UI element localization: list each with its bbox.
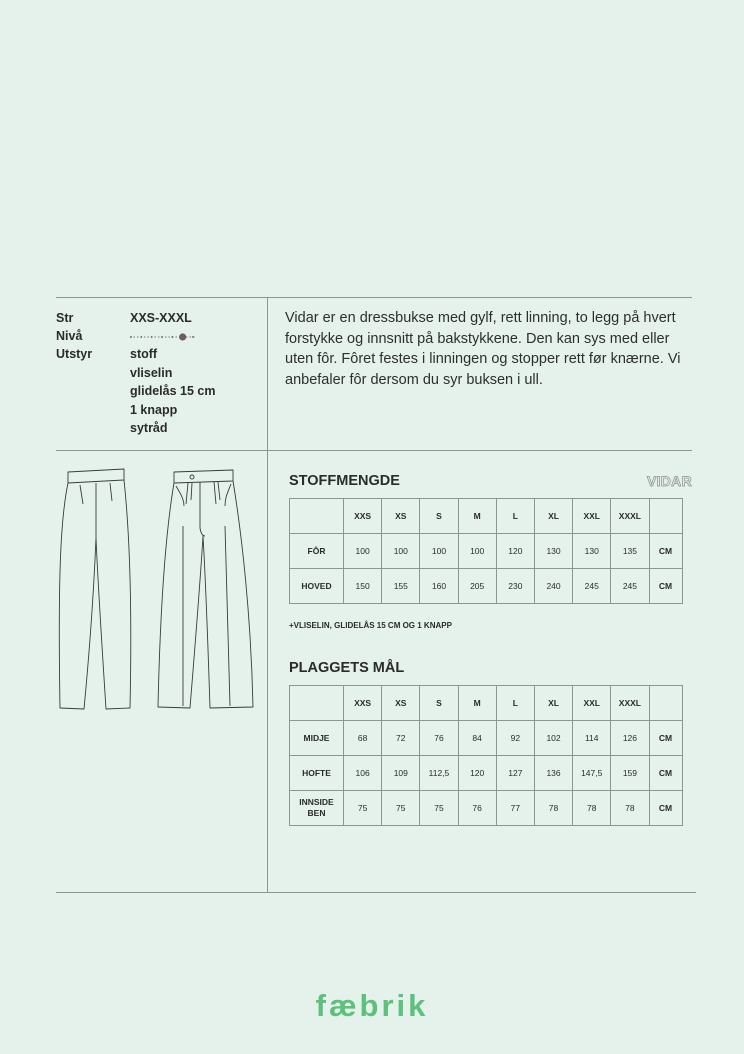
table-cell: 150 — [344, 569, 382, 604]
table-cell: 77 — [496, 791, 534, 826]
table-cell: 130 — [573, 534, 611, 569]
table-cell: 100 — [420, 534, 458, 569]
table-corner — [290, 686, 344, 721]
trousers-technical-drawing — [50, 466, 260, 716]
size-header: XL — [534, 499, 572, 534]
table-cell: 240 — [534, 569, 572, 604]
table-cell: 100 — [344, 534, 382, 569]
equipment-item: glidelås 15 cm — [130, 384, 216, 398]
table-cell: 75 — [420, 791, 458, 826]
unit-cell: CM — [649, 569, 682, 604]
table-row — [290, 534, 683, 569]
table-header-row — [290, 686, 683, 721]
difficulty-marker — [179, 333, 186, 340]
size-header: XXS — [344, 499, 382, 534]
table-cell: 102 — [534, 721, 572, 756]
brand-logo: fæbrik — [315, 988, 429, 1023]
size-header: S — [420, 686, 458, 721]
table-cell: 68 — [344, 721, 382, 756]
table-cell: 72 — [382, 721, 420, 756]
size-header: XXXL — [611, 686, 649, 721]
size-header: XL — [534, 686, 572, 721]
table-cell: 127 — [496, 756, 534, 791]
size-header: XXS — [344, 686, 382, 721]
row-label: INNSIDE BEN — [290, 791, 344, 826]
top-rule — [56, 297, 692, 298]
size-header: XS — [382, 686, 420, 721]
table-cell: 136 — [534, 756, 572, 791]
table-cell: 159 — [611, 756, 649, 791]
unit-cell: CM — [649, 791, 682, 826]
unit-header — [649, 499, 682, 534]
table-row — [290, 756, 683, 791]
size-header: L — [496, 499, 534, 534]
size-header: L — [496, 686, 534, 721]
measurements-section-title: PLAGGETS MÅL — [289, 660, 405, 676]
table-cell: 120 — [458, 756, 496, 791]
size-header: M — [458, 499, 496, 534]
table-cell: 100 — [382, 534, 420, 569]
fabric-note: +VLISELIN, GLIDELÅS 15 CM OG 1 KNAPP — [289, 621, 452, 630]
size-label: Str — [56, 311, 74, 325]
difficulty-step — [192, 336, 194, 338]
measurements-table — [289, 685, 683, 826]
equipment-item: sytråd — [130, 421, 168, 435]
trousers-front-view — [158, 470, 253, 708]
table-cell: 78 — [573, 791, 611, 826]
table-cell: 78 — [611, 791, 649, 826]
fabric-section-title: STOFFMENGDE — [289, 473, 400, 489]
fabric-table — [289, 498, 683, 604]
table-row — [290, 721, 683, 756]
difficulty-step — [140, 336, 142, 338]
equipment-item: 1 knapp — [130, 403, 178, 417]
equipment-item: vliselin — [130, 366, 173, 380]
pattern-description: Vidar er en dressbukse med gylf, rett linning, to legg på hvert forstykke og innsnitt på bakstykkene. Den kan sys med eller uten fôr. Fôret festes i linningen og stopper rett før knærne. Vi anbefaler fôr dersom du syr buksen i ull. — [285, 310, 681, 388]
difficulty-step — [161, 336, 163, 338]
table-cell: 155 — [382, 569, 420, 604]
table-row — [290, 791, 683, 826]
table-cell: 112,5 — [420, 756, 458, 791]
equipment-item: stoff — [130, 347, 158, 361]
table-cell: 147,5 — [573, 756, 611, 791]
table-header-row — [290, 499, 683, 534]
unit-cell: CM — [649, 756, 682, 791]
table-corner — [290, 499, 344, 534]
level-label: Nivå — [56, 329, 83, 343]
table-cell: 100 — [458, 534, 496, 569]
size-header: XXL — [573, 686, 611, 721]
table-cell: 230 — [496, 569, 534, 604]
table-cell: 120 — [496, 534, 534, 569]
trousers-back-view — [59, 469, 130, 709]
size-range: XXS-XXXL — [130, 311, 192, 325]
size-header: S — [420, 499, 458, 534]
table-cell: 109 — [382, 756, 420, 791]
table-cell: 135 — [611, 534, 649, 569]
size-header: M — [458, 686, 496, 721]
table-cell: 92 — [496, 721, 534, 756]
row-label: FÔR — [290, 534, 344, 569]
table-cell: 205 — [458, 569, 496, 604]
unit-cell: CM — [649, 721, 682, 756]
difficulty-step — [171, 336, 173, 338]
difficulty-step — [130, 336, 132, 338]
middle-rule — [56, 450, 692, 451]
table-cell: 84 — [458, 721, 496, 756]
difficulty-step — [151, 336, 153, 338]
table-cell: 126 — [611, 721, 649, 756]
size-header: XS — [382, 499, 420, 534]
unit-header — [649, 686, 682, 721]
table-cell: 75 — [382, 791, 420, 826]
size-header: XXL — [573, 499, 611, 534]
unit-cell: CM — [649, 534, 682, 569]
table-cell: 75 — [344, 791, 382, 826]
column-divider — [267, 297, 268, 893]
table-cell: 160 — [420, 569, 458, 604]
pattern-name: VIDAR — [646, 473, 692, 489]
row-label: MIDJE — [290, 721, 344, 756]
table-cell: 130 — [534, 534, 572, 569]
equipment-label: Utstyr — [56, 347, 93, 361]
table-row — [290, 569, 683, 604]
table-cell: 245 — [611, 569, 649, 604]
table-cell: 114 — [573, 721, 611, 756]
table-cell: 78 — [534, 791, 572, 826]
difficulty-indicator — [129, 331, 197, 343]
size-header: XXXL — [611, 499, 649, 534]
table-cell: 106 — [344, 756, 382, 791]
table-cell: 76 — [458, 791, 496, 826]
table-cell: 245 — [573, 569, 611, 604]
row-label: HOVED — [290, 569, 344, 604]
row-label: HOFTE — [290, 756, 344, 791]
table-cell: 76 — [420, 721, 458, 756]
bottom-rule — [56, 892, 696, 893]
